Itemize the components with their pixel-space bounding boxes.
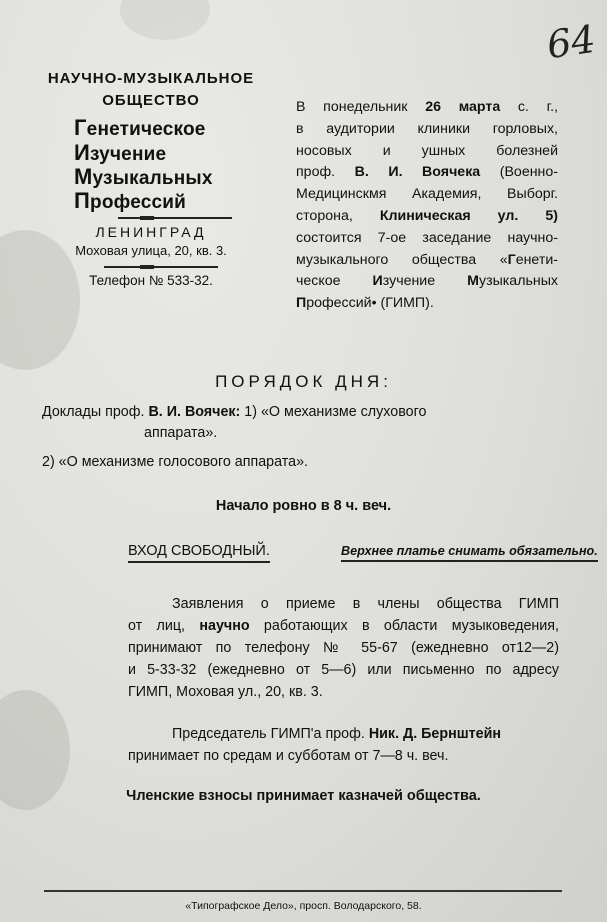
announcement-line: носовых и ушных болезней xyxy=(296,142,558,159)
entry-free: ВХОД СВОБОДНЫЙ. xyxy=(128,543,270,559)
announcement-line: ческое Изучение Музыкальных xyxy=(296,273,558,290)
divider xyxy=(140,216,154,220)
announcement-line: Медицинскмя Академия, Выборг. xyxy=(296,186,558,203)
announcement-line: в аудитории клиники горловых, xyxy=(296,120,558,137)
address: Моховая улица, 20, кв. 3. xyxy=(75,243,227,258)
divider xyxy=(140,265,154,269)
announcement-line: В понедельник 26 марта с. г., xyxy=(296,99,558,115)
membership-line: принимают по телефону № 55-67 (ежедневно от12—2) xyxy=(128,640,559,656)
archive-number: 64 xyxy=(543,16,598,68)
society-name-line: Генетическое xyxy=(74,115,206,140)
coat-notice: Верхнее платье снимать обязательно. xyxy=(341,544,598,558)
society-type: НАУЧНО-МУЗЫКАЛЬНОЕ xyxy=(47,70,255,87)
announcement-line: состоится 7-ое заседание научно- xyxy=(296,229,558,246)
agenda-item-1-continued: аппарата». xyxy=(144,425,218,441)
footer-divider xyxy=(44,890,562,892)
agenda-title: ПОРЯДОК ДНЯ: xyxy=(215,372,392,391)
chairman-info xyxy=(128,723,559,767)
membership-fees: Членские взносы принимает казначей общества. xyxy=(126,788,481,804)
announcement-line: сторона, Клиническая ул. 5) xyxy=(296,207,558,224)
membership-line: ГИМП, Моховая ул., 20, кв. 3. xyxy=(128,684,323,700)
divider xyxy=(104,266,218,268)
society-name-line: Музыкальных xyxy=(74,164,213,189)
membership-line: Заявления о приеме в члены общества ГИМП xyxy=(172,596,559,612)
membership-info xyxy=(128,593,559,703)
membership-line: от лиц, научно работающих в области музыковедения, xyxy=(128,618,559,634)
divider xyxy=(118,217,232,219)
agenda-item-1: Доклады проф. В. И. Воячек: 1) «О механизме слухового xyxy=(42,404,427,420)
phone: Телефон № 533-32. xyxy=(89,273,213,288)
society-word: ОБЩЕСТВО xyxy=(102,92,200,109)
society-name-line: Изучение xyxy=(74,140,167,165)
chairman-line: принимает по средам и субботам от 7—8 ч. веч. xyxy=(128,748,449,764)
membership-line: и 5-33-32 (ежедневно от 5—6) или письменно по адресу xyxy=(128,662,559,678)
announcement-line: Профессий• (ГИМП). xyxy=(296,295,434,312)
agenda-item-2: 2) «О механизме голосового аппарата». xyxy=(42,454,309,470)
chairman-line: Председатель ГИМП'а проф. Ник. Д. Бернштейн xyxy=(172,726,502,742)
city: ЛЕНИНГРАД xyxy=(95,224,207,240)
start-time: Начало ровно в 8 ч. веч. xyxy=(215,498,392,514)
announcement-line: проф. В. И. Воячека (Военно- xyxy=(296,164,558,181)
printer-imprint: «Типографское Дело», просп. Володарского, 58. xyxy=(185,900,422,912)
meeting-announcement xyxy=(296,97,558,315)
society-name-line: Профессий xyxy=(74,188,187,213)
announcement-line: музыкального общества «Генети- xyxy=(296,251,558,268)
